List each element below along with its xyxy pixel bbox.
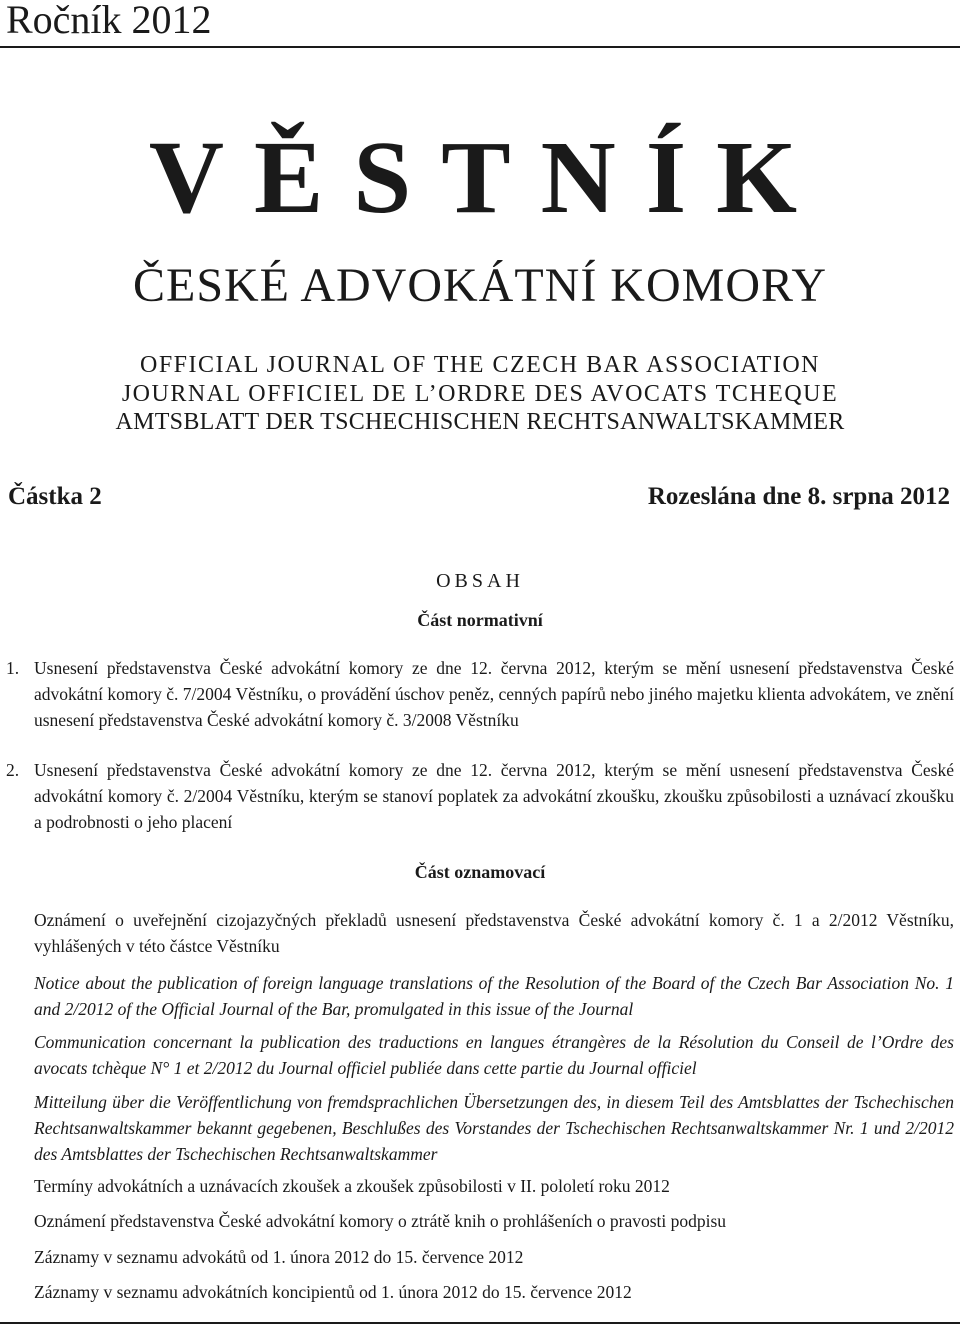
announcement-section-heading: Část oznamovací bbox=[414, 862, 546, 882]
announcement-translations-fr: Communication concernant la publication des traductions en langues étrangères de la Résolution du Conseil de l’Ordre des avocats tchèque N° 1 et 2/2012 du Journal officiel publiée dans cette partie du Journal officiel bbox=[34, 1032, 954, 1078]
announcement-translations-de: Mitteilung über die Veröffentlichung von fremdsprachlichen Übersetzungen des, in diesem Teil des Amtsblattes der Tschechischen Rechtsanwaltskammer bekannt gegebenen, Beschlußes des Vorstandes der Tschechischen Rechtsanwaltskammer Nr. 1 und 2/2012 des Amtsblattes der Tschechischen Rechtsanwaltskammer bbox=[34, 1092, 954, 1164]
translation-german: AMTSBLATT DER TSCHECHISCHEN RECHTSANWALTSKAMMER bbox=[115, 409, 845, 435]
announcement-lawyer-register: Záznamy v seznamu advokátů od 1. února 2012 do 15. července 2012 bbox=[34, 1247, 524, 1267]
item-number: 2. bbox=[6, 760, 20, 780]
normative-section-heading: Část normativní bbox=[417, 610, 543, 630]
normative-item bbox=[6, 757, 954, 835]
journal-subtitle: ČESKÉ ADVOKÁTNÍ KOMORY bbox=[132, 259, 828, 312]
item-number: 1. bbox=[6, 658, 20, 678]
translation-french: JOURNAL OFFICIEL DE L’ORDRE DES AVOCATS TCHEQUE bbox=[121, 381, 839, 407]
announcement-exam-dates: Termíny advokátních a uznávacích zkoušek a zkoušek způsobilosti v II. pololetí roku 2012 bbox=[34, 1176, 670, 1196]
bottom-divider bbox=[0, 1322, 960, 1324]
volume-year: Ročník 2012 bbox=[6, 0, 212, 42]
announcement-translations-cs: Oznámení o uveřejnění cizojazyčných překladů usnesení představenstva České advokátní komory č. 1 a 2/2012 Věstníku, vyhlášených v této částce Věstníku bbox=[34, 910, 954, 956]
contents-heading: OBSAH bbox=[436, 570, 524, 592]
top-divider bbox=[0, 46, 960, 48]
issue-number: Částka 2 bbox=[8, 483, 102, 510]
distribution-date: Rozeslána dne 8. srpna 2012 bbox=[647, 483, 950, 510]
announcement-trainee-register: Záznamy v seznamu advokátních koncipientů od 1. února 2012 do 15. července 2012 bbox=[34, 1282, 632, 1302]
item-text: Usnesení představenstva České advokátní komory ze dne 12. června 2012, kterým se mění usnesení představenstva České advokátní komory č. 2/2004 Věstníku, kterým se stanoví poplatek za advokátní zkoušku, zkoušku způsobilosti a uznávací zkoušku a podrobnosti o jeho placení bbox=[34, 760, 954, 832]
normative-item bbox=[6, 655, 954, 733]
announcement-lost-books: Oznámení představenstva České advokátní komory o ztrátě knih o prohlášeních o pravosti podpisu bbox=[34, 1211, 727, 1231]
item-text: Usnesení představenstva České advokátní komory ze dne 12. června 2012, kterým se mění usnesení představenstva České advokátní komory č. 7/2004 Věstníku, o provádění úschov peněz, cenných papírů nebo jiného majetku klienta advokátem, ve znění usnesení představenstva České advokátní komory č. 3/2008 Věstníku bbox=[34, 658, 954, 730]
journal-title: VĚSTNÍK bbox=[148, 120, 828, 235]
translation-english: OFFICIAL JOURNAL OF THE CZECH BAR ASSOCIATION bbox=[139, 352, 820, 378]
announcement-translations-en: Notice about the publication of foreign language translations of the Resolution of the Board of the Czech Bar Association No. 1 and 2/2012 of the Official Journal of the Bar, promulgated in this issue of the Journal bbox=[34, 973, 954, 1019]
